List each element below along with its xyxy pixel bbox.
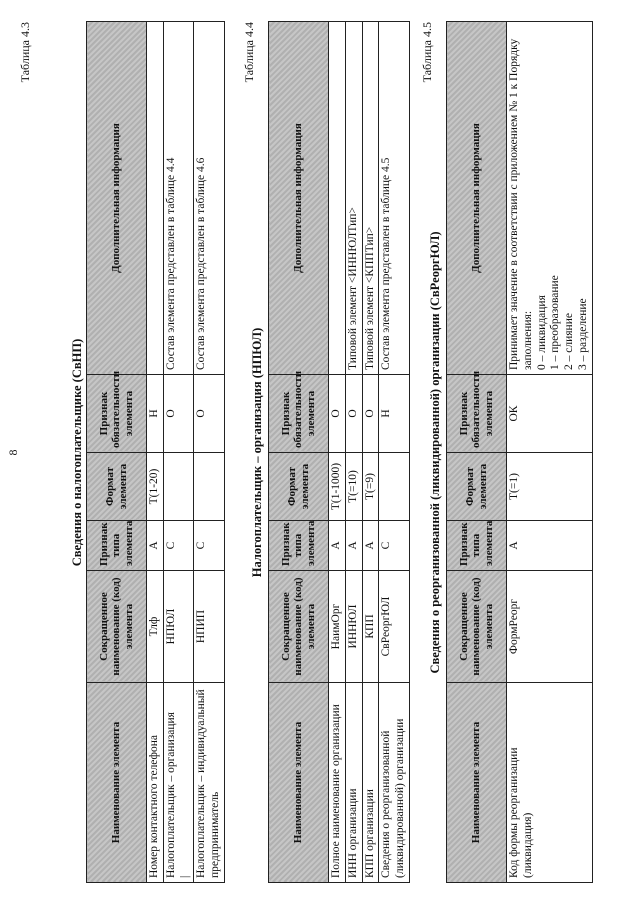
table-4-5-label: Таблица 4.5: [420, 22, 434, 83]
cell-info: Состав элемента представлен в таблице 4.4: [163, 22, 194, 375]
table-row: [329, 22, 346, 883]
cell-code: ИННЮЛ: [345, 571, 362, 683]
col-header-required: Признак обязательности элемента: [447, 375, 507, 453]
cell-name: [163, 683, 194, 883]
cell-name: Код формы реорганизации (ликвидация): [507, 683, 593, 883]
col-header-type: Признак типа элемента: [447, 521, 507, 571]
cell-required: О: [163, 375, 194, 453]
cell-name: Номер контактного телефона: [147, 683, 164, 883]
cell-name: Сведения о реорганизованной (ликвидированной) организации: [379, 683, 410, 883]
cell-type: А: [345, 521, 362, 571]
cell-required: О: [329, 375, 346, 453]
col-header-info: Дополнительная информация: [269, 22, 329, 375]
col-header-name: Наименование элемента: [447, 683, 507, 883]
cell-required: О: [362, 375, 379, 453]
cell-info: [507, 22, 593, 375]
cell-info: Типовой элемент <КППТип>: [362, 22, 379, 375]
col-header-code: Сокращенное наименование (код) элемента: [87, 571, 147, 683]
table-4-3-label: Таблица 4.3: [18, 22, 32, 83]
cell-required: Н: [379, 375, 410, 453]
cell-code: НаимОрг: [329, 571, 346, 683]
cell-name-text: Налогоплательщик – организация: [164, 712, 177, 878]
cell-name: ИНН организации: [345, 683, 362, 883]
table-4-4-caption: Налогоплательщик – организация (НПЮЛ): [250, 327, 264, 578]
cell-name: Полное наименование организации: [329, 683, 346, 883]
cell-name: КПП организации: [362, 683, 379, 883]
table-4-5-caption: Сведения о реорганизованной (ликвидированной) организации (СвРеоргЮЛ): [428, 231, 442, 674]
table-4-3-header: [87, 22, 147, 883]
info-line: 3 – разделение: [576, 298, 589, 370]
cell-required: О: [345, 375, 362, 453]
cell-type: С: [194, 521, 225, 571]
choice-mark: |: [178, 875, 191, 878]
col-header-format: Формат элемента: [447, 453, 507, 521]
cell-code: СвРеоргЮЛ: [379, 571, 410, 683]
col-header-required: Признак обязательности элемента: [269, 375, 329, 453]
cell-type: С: [163, 521, 194, 571]
table-row: [507, 22, 593, 883]
cell-required: О: [194, 375, 225, 453]
table-row: [147, 22, 164, 883]
table-4-4-header: [269, 22, 329, 883]
cell-format: Т(1-1000): [329, 453, 346, 521]
col-header-format: Формат элемента: [87, 453, 147, 521]
cell-info: Состав элемента представлен в таблице 4.5: [379, 22, 410, 375]
cell-format: Т(=9): [362, 453, 379, 521]
cell-format: Т(=10): [345, 453, 362, 521]
info-line: Принимает значение в соответствии с приложением № 1 к Порядку заполнения:: [508, 38, 534, 370]
table-4-3-caption: Сведения о налогоплательщике (СвНП): [70, 338, 84, 567]
col-header-type: Признак типа элемента: [87, 521, 147, 571]
table-row: [345, 22, 362, 883]
table-4-4-label: Таблица 4.4: [242, 22, 256, 83]
cell-info: [147, 22, 164, 375]
col-header-code: Сокращенное наименование (код) элемента: [447, 571, 507, 683]
cell-required: ОК: [507, 375, 593, 453]
table-4-4: [268, 21, 410, 883]
cell-type: А: [362, 521, 379, 571]
col-header-info: Дополнительная информация: [447, 22, 507, 375]
table-4-5: [446, 21, 593, 883]
cell-code: НПИП: [194, 571, 225, 683]
cell-format: [194, 453, 225, 521]
col-header-code: Сокращенное наименование (код) элемента: [269, 571, 329, 683]
cell-required: Н: [147, 375, 164, 453]
cell-type: А: [147, 521, 164, 571]
col-header-required: Признак обязательности элемента: [87, 375, 147, 453]
cell-code: НПЮЛ: [163, 571, 194, 683]
col-header-name: Наименование элемента: [269, 683, 329, 883]
table-4-5-header: [447, 22, 507, 883]
table-row: [379, 22, 410, 883]
cell-info: Состав элемента представлен в таблице 4.6: [194, 22, 225, 375]
table-row: [194, 22, 225, 883]
cell-type: А: [507, 521, 593, 571]
cell-format: Т(1-20): [147, 453, 164, 521]
col-header-format: Формат элемента: [269, 453, 329, 521]
cell-code: ФормРеорг: [507, 571, 593, 683]
info-line: 0 – ликвидация: [535, 295, 548, 370]
table-row: [362, 22, 379, 883]
col-header-info: Дополнительная информация: [87, 22, 147, 375]
info-line: 2 – слияние: [563, 313, 576, 370]
cell-code: Тлф: [147, 571, 164, 683]
cell-info: Типовой элемент <ИННЮЛТип>: [345, 22, 362, 375]
table-4-3: [86, 21, 225, 883]
cell-format: Т(=1): [507, 453, 593, 521]
cell-type: А: [329, 521, 346, 571]
page-number: 8: [6, 449, 20, 456]
cell-code: КПП: [362, 571, 379, 683]
table-row: [163, 22, 194, 883]
cell-info: [329, 22, 346, 375]
cell-type: С: [379, 521, 410, 571]
info-line: 1 – преобразование: [549, 275, 562, 370]
col-header-type: Признак типа элемента: [269, 521, 329, 571]
cell-name: Налогоплательщик – индивидуальный предприниматель: [194, 683, 225, 883]
col-header-name: Наименование элемента: [87, 683, 147, 883]
cell-format: [379, 453, 410, 521]
cell-format: [163, 453, 194, 521]
